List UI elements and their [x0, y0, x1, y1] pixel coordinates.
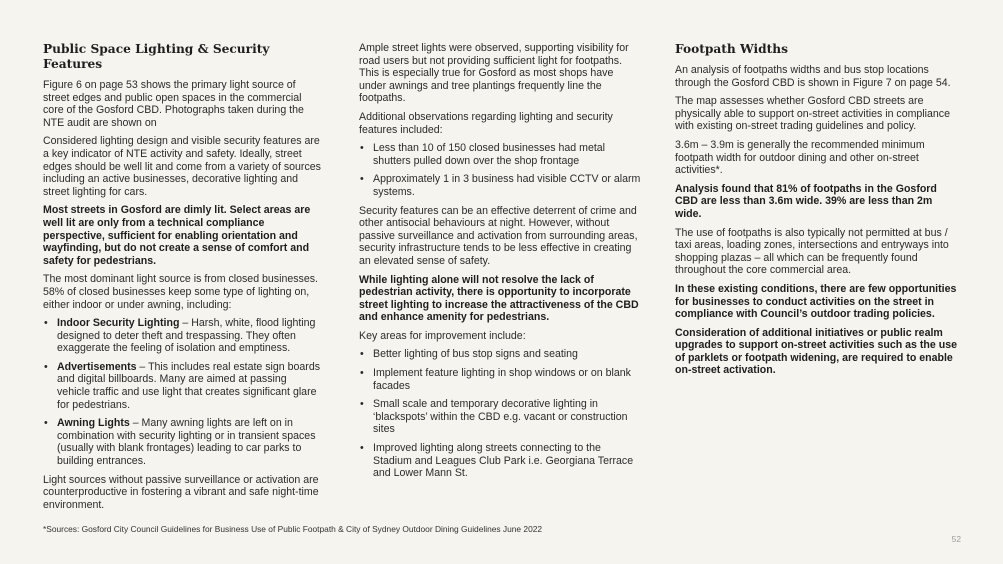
- list-item-title: Awning Lights: [57, 417, 130, 430]
- paragraph: The use of footpaths is also typically not permitted at bus / taxi areas, loading zones, intersections and entryways into shopping plazas – all which can be frequently found throughout the core commercial area.: [675, 226, 949, 277]
- paragraph: Figure 6 on page 53 shows the primary light source of street edges and public open spaces in the commercial core of the Gosford CBD. Photographs taken during the NTE audit are shown on: [43, 79, 304, 129]
- paragraph: 3.6m – 3.9m is generally the recommended minimum footpath width for outdoor dining and other on-street activities*.: [675, 138, 925, 177]
- bold-paragraph: While lighting alone will not resolve the lack of pedestrian activity, there is opportunity to incorporate street lighting to increase the attractiveness of the CBD and enhance amenity for pedestrians.: [359, 273, 639, 324]
- list-item-text: – Many awning lights are left on in combination with security lighting or in transient spaces (usually with blank frontages) leading to car parks to building entrances.: [57, 417, 316, 468]
- list-item: • Better lighting of bus stop signs and seating: [359, 348, 641, 361]
- bold-paragraph: Most streets in Gosford are dimly lit. Select areas are well lit are only from a technical compliance perspective, sufficient for enabling orientation and wayfinding, but do not create a sense of comfort and safety for pedestrians.: [43, 204, 311, 267]
- list-item: • Less than 10 of 150 closed businesses had metal shutters pulled down over the shop frontage: [359, 142, 641, 167]
- page-number: 52: [951, 534, 961, 544]
- improvements-list: [359, 348, 641, 479]
- paragraph: An analysis of footpaths widths and bus stop locations through the Gosford CBD is shown in Figure 7 on page 54.: [675, 64, 951, 89]
- list-item: • Improved lighting along streets connecting to the Stadium and Leagues Club Park i.e. Georgiana Terrace and Lower Mann St.: [359, 442, 641, 480]
- paragraph: The map assesses whether Gosford CBD streets are physically able to support on-street activities in compliance with existing on-street trading guidelines and policy.: [675, 95, 950, 133]
- column-footpaths: [675, 42, 957, 383]
- bold-paragraph: In these existing conditions, there are few opportunities for businesses to conduct activities on the street in compliance with Council’s outdoor trading policies.: [675, 282, 957, 321]
- list-item-text: – Harsh, white, flood lighting designed to deter theft and trespassing. They often exaggerate the feeling of isolation and emptiness.: [57, 317, 316, 355]
- list-item: • Implement feature lighting in shop windows or on blank facades: [359, 367, 641, 392]
- list-item-title: Indoor Security Lighting: [57, 317, 180, 330]
- paragraph: Ample street lights were observed, supporting visibility for road users but not providing sufficient light for footpaths. This is especially true for Gosford as most shops have under awnings and tree plantings frequently line the footpaths.: [359, 42, 629, 105]
- list-item: [43, 317, 321, 355]
- paragraph: Additional observations regarding lighting and security features included:: [359, 110, 613, 136]
- list-item-text: – This includes real estate sign boards and digital billboards. Many are aimed at passing vehicle traffic and use light that creates significant glare for pedestrians.: [57, 360, 321, 411]
- list-item: [43, 417, 321, 467]
- paragraph: Light sources without passive surveillance or activation are counterproductive in fostering a vibrant and safe night-time environment.: [43, 473, 319, 511]
- paragraph: Key areas for improvement include:: [359, 329, 526, 342]
- light-source-list: [43, 317, 321, 468]
- paragraph: The most dominant light source is from closed businesses. 58% of closed businesses keep some type of lighting on, either indoor or under awning, including:: [43, 273, 318, 311]
- observations-list: [359, 142, 641, 198]
- paragraph: Security features can be an effective deterrent of crime and other antisocial behaviours at night. However, without passive surveillance and activation from surrounding areas, security infrastructure tends to be less effective in creating an elevated sense of safety.: [359, 204, 638, 267]
- bold-paragraph: Consideration of additional initiatives or public realm upgrades to support on-street activities such as the use of parklets or footpath widening, are required to enable on-street activation.: [675, 326, 957, 377]
- footnote: *Sources: Gosford City Council Guidelines for Business Use of Public Footpath & City of Sydney Outdoor Dining Guidelines June 2022: [43, 524, 543, 534]
- paragraph: Considered lighting design and visible security features are a key indicator of NTE activity and safety. Ideally, street edges should be well lit and come from a variety of sources including an active businesses, decorative lighting and street lighting for cars.: [43, 135, 321, 198]
- list-item: [43, 361, 321, 411]
- list-item-title: Advertisements: [57, 360, 137, 373]
- column-lighting: [43, 42, 321, 517]
- column-observations: [359, 42, 641, 486]
- lighting-heading: Public Space Lighting & Security Features: [43, 42, 270, 71]
- footpath-heading: Footpath Widths: [675, 42, 789, 56]
- bold-paragraph: Analysis found that 81% of footpaths in the Gosford CBD are less than 3.6m wide. 39% are less than 2m wide.: [675, 182, 937, 220]
- list-item: • Small scale and temporary decorative lighting in ‘blackspots’ within the CBD e.g. vacant or construction sites: [359, 398, 641, 436]
- list-item: • Approximately 1 in 3 business had visible CCTV or alarm systems.: [359, 173, 641, 198]
